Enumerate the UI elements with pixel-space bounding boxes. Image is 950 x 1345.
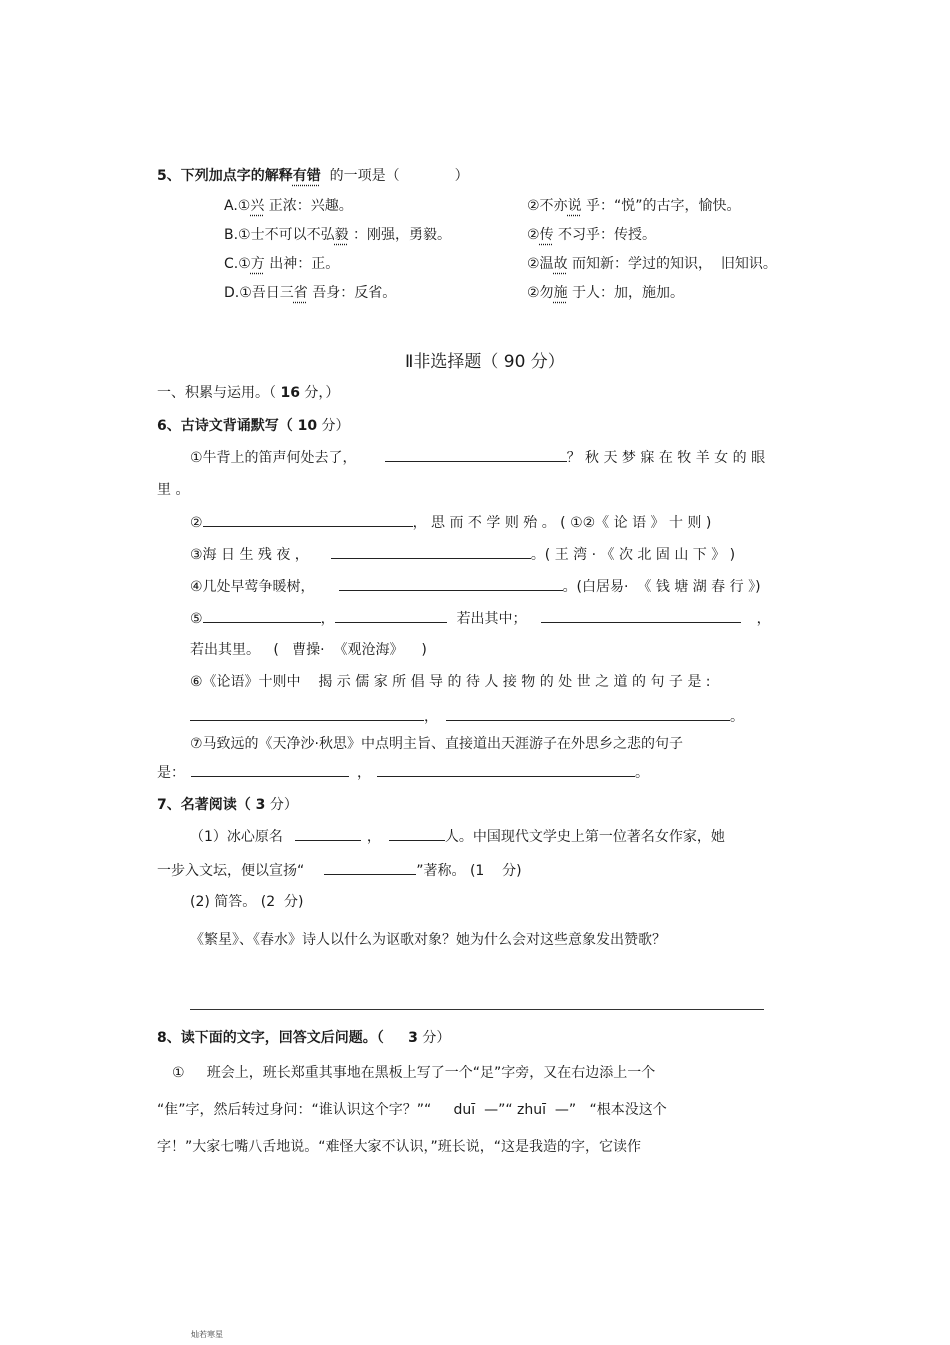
text: C.①: [224, 256, 251, 272]
q6-item1-cont: 里 。: [157, 482, 190, 498]
dotted-char: 传: [539, 227, 554, 243]
q8-label: [157, 1028, 450, 1048]
score: 3: [255, 797, 266, 813]
text: 人。中国现代文学史上第一位著名女作家，她: [444, 829, 725, 845]
text: （1）冰心原名: [190, 829, 283, 845]
q7-answer-line[interactable]: [190, 1009, 764, 1010]
text: 一步入文坛，便以宣扬“: [157, 863, 305, 879]
score: 16: [280, 385, 300, 401]
footer-text: 灿若寒星: [191, 1330, 223, 1339]
section-title: Ⅱ非选择题（ 90 分）: [405, 352, 565, 372]
answer-blank[interactable]: [203, 608, 321, 623]
q5-stem-emphasis: 有错: [292, 168, 321, 184]
text: 是：: [157, 765, 185, 781]
text: 吾身：反省。: [307, 285, 397, 301]
q6-label: [157, 416, 350, 436]
text: ：刚强，勇毅。: [348, 227, 452, 243]
answer-blank[interactable]: [389, 826, 445, 841]
q6-item7: ⑦马致远的《天净沙·秋思》中点明主旨、直接道出天涯游子在外思乡之悲的句子: [190, 736, 683, 752]
text: 于人：加，施加。: [567, 285, 685, 301]
text: ①牛背上的笛声何处去了，: [190, 450, 357, 466]
answer-blank[interactable]: [385, 447, 567, 462]
q7-label: [157, 795, 298, 815]
dotted-char: 施: [553, 285, 568, 301]
dotted-char: 省: [293, 285, 308, 301]
text: ？ 秋 天 梦 寐 在 牧 羊 女 的 眼: [566, 450, 766, 466]
text: 。( 王 湾 · 《 次 北 固 山 下 》 ): [530, 547, 736, 563]
q5-option-b-left: [224, 225, 451, 245]
text: B.①士不可以不弘: [224, 227, 335, 243]
text: 6、古诗文背诵默写（: [157, 418, 298, 434]
text: 分）: [317, 418, 350, 434]
answer-blank[interactable]: [446, 706, 730, 721]
q5-option-c-right: [527, 254, 777, 274]
text: A.①: [224, 198, 251, 214]
q8-paragraph-line3: 字！”大家七嘴八舌地说。“难怪大家不认识，”班长说，“这是我造的字，它读作: [157, 1139, 642, 1155]
q5-option-a-right: [527, 196, 741, 216]
q7-part2: (2) 简答。 (2 分): [190, 894, 304, 910]
q6-item4: [190, 576, 761, 597]
answer-blank[interactable]: [541, 608, 741, 623]
text: ，: [424, 709, 438, 725]
answer-blank[interactable]: [324, 860, 416, 875]
q5-stem: [157, 166, 469, 186]
text: 分）: [265, 797, 298, 813]
text: ②温: [527, 256, 554, 272]
dotted-char: 说: [567, 198, 582, 214]
q5-option-c-left: [224, 254, 339, 274]
q5-option-d-left: [224, 283, 396, 303]
answer-blank[interactable]: [377, 762, 635, 777]
q5-option-b-right: [527, 225, 656, 245]
text: 。: [635, 765, 649, 781]
text: 8、读下面的文字，回答文后问题。（: [157, 1030, 409, 1046]
text: ③海 日 生 残 夜 ，: [190, 547, 309, 563]
dotted-char: 毅: [334, 227, 349, 243]
q5-stem-text: 5、下列加点字的解释: [157, 168, 293, 184]
text: 一、积累与运用。（: [157, 385, 281, 401]
q6-item1: [190, 447, 765, 468]
q6-item3: [190, 544, 735, 565]
text: 不习乎：传授。: [553, 227, 657, 243]
answer-blank[interactable]: [295, 826, 361, 841]
text: 出神：正。: [264, 256, 340, 272]
q6-item5: [190, 608, 771, 629]
text: 。(白居易· 《 钱 塘 湖 春 行 》): [562, 579, 761, 595]
q6-item5-cont: 若出其里。 ( 曹操· 《观沧海》 ): [190, 642, 427, 658]
dotted-char: 故: [553, 256, 568, 272]
text: 若出其中；: [456, 611, 527, 627]
text: ④几处早莺争暖树，: [190, 579, 315, 595]
text: ”著称。 (1 分): [416, 863, 522, 879]
text: 。: [730, 709, 744, 725]
q8-paragraph-line2: “隹”字，然后转过身问：“谁认识这个字？”“ duī —”“ zhuī —” “根本没这个: [157, 1102, 667, 1118]
score: 3: [408, 1030, 418, 1046]
answer-blank[interactable]: [191, 762, 349, 777]
dotted-char: 方: [250, 256, 265, 272]
text: 而知新：学过的知识， 旧知识。: [567, 256, 777, 272]
q6-item6: ⑥《论语》十则中 揭 示 儒 家 所 倡 导 的 待 人 接 物 的 处 世 之 道 的 句 子 是 :: [190, 674, 711, 690]
text: 分）: [417, 1030, 451, 1046]
text: ②: [190, 515, 203, 531]
dotted-char: 兴: [250, 198, 265, 214]
text: ，: [320, 611, 335, 627]
answer-blank[interactable]: [339, 576, 563, 591]
text: 乎：“悦”的古字，愉快。: [581, 198, 741, 214]
text: ， 思 而 不 学 则 殆 。 ( ①②《 论 语 》 十 则 ): [412, 515, 712, 531]
text: ②勿: [527, 285, 554, 301]
q5-stem-text2: 的一项是（: [320, 168, 400, 184]
text: ，: [366, 829, 381, 845]
score: 10: [297, 418, 318, 434]
q6-item2: [190, 512, 711, 533]
text: 7、名著阅读（: [157, 797, 256, 813]
text: 分，）: [299, 385, 340, 401]
q7-part1: [190, 826, 725, 847]
text: ②不亦: [527, 198, 568, 214]
q6-item7-cont: [157, 762, 649, 783]
q5-option-a-left: [224, 196, 353, 216]
q5-option-d-right: [527, 283, 684, 303]
answer-blank[interactable]: [190, 706, 424, 721]
text: ②: [527, 227, 540, 243]
q6-item6-blanks: [190, 706, 744, 727]
part1-label: [157, 383, 339, 403]
text: ⑤: [190, 611, 203, 627]
q7-question: 《繁星》、《春水》诗人以什么为讴歌对象？她为什么会对这些意象发出赞歌？: [190, 932, 666, 948]
answer-blank[interactable]: [331, 544, 531, 559]
answer-blank[interactable]: [203, 512, 413, 527]
q8-paragraph-line1: ① 班会上，班长郑重其事地在黑板上写了一个“足”字旁，又在右边添上一个: [172, 1065, 656, 1081]
text: D.①吾日三: [224, 285, 294, 301]
q5-stem-close: ）: [454, 168, 469, 184]
text: ，: [756, 611, 771, 627]
q7-part1-cont: [157, 860, 522, 881]
text: ，: [357, 765, 371, 781]
answer-blank[interactable]: [335, 608, 447, 623]
text: 正浓：兴趣。: [264, 198, 353, 214]
